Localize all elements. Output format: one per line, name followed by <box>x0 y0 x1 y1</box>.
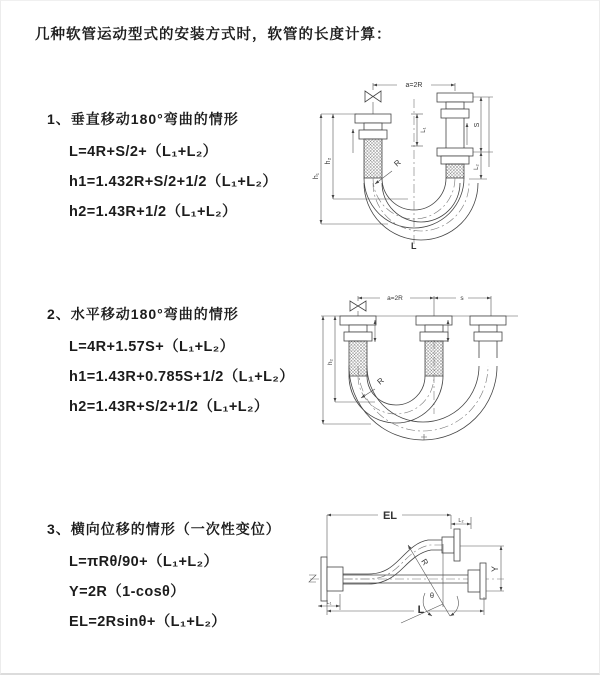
dim-label-el: EL <box>382 510 398 522</box>
section-1-formula-h1: h1=1.432R+S/2+1/2（L₁+L₂） <box>69 174 278 190</box>
section-2-formula-L: L=4R+1.57S+（L₁+L₂） <box>69 339 235 355</box>
dim-l2 <box>451 517 471 529</box>
section-3-formula-Y: Y=2R（1-cosθ） <box>69 584 186 600</box>
left-flange-assembly <box>355 114 391 178</box>
dim-label-l2: L₂ <box>458 518 464 524</box>
break-mark <box>309 575 316 582</box>
valve-icon <box>365 91 381 114</box>
page-title: 几种软管运动型式的安装方式时，软管的长度计算： <box>35 27 392 43</box>
hose-arcs <box>364 178 478 240</box>
dim-label-h2: h₂ <box>325 157 332 165</box>
right-flange-assembly <box>470 316 506 358</box>
center-tick <box>421 434 427 440</box>
dim-width-a2r <box>358 293 491 316</box>
section-1-formula-L: L=4R+S/2+（L₁+L₂） <box>69 144 218 160</box>
diagram-vertical-180-bend <box>313 71 563 256</box>
dim-label-h: h₂ <box>327 358 334 366</box>
dim-label-length: L <box>417 604 425 616</box>
dim-label-h1: h₁ <box>313 172 320 180</box>
diagram-lateral-displacement <box>304 499 596 656</box>
dim-label-r: R <box>419 557 430 567</box>
dim-label-l1: L₁ <box>326 600 332 606</box>
valve-icon <box>350 301 366 316</box>
dim-label-a2r: a=2R <box>405 82 423 89</box>
right-lower-flange <box>437 148 473 178</box>
dim-label-l1: L₁ <box>421 127 427 133</box>
section-3-heading: 3、横向位移的情形（一次性变位） <box>47 521 281 537</box>
dim-l1 <box>411 114 427 146</box>
dim-el <box>327 507 451 557</box>
hose-arcs <box>349 366 497 440</box>
dim-label-l2: L₂ <box>474 164 480 170</box>
right-flange-original <box>468 563 486 599</box>
section-3-formula-EL: EL=2Rsinθ+（L₁+L₂） <box>69 614 227 630</box>
dim-label-r: R <box>392 157 403 169</box>
section-3-formula-L: L=πRθ/90+（L₁+L₂） <box>69 554 219 570</box>
right-upper-flange <box>437 93 473 148</box>
middle-flange-assembly <box>416 316 452 414</box>
dim-label-shift: s <box>460 295 464 302</box>
dim-label-length: L <box>411 241 417 251</box>
diagram-horizontal-180-bend <box>313 284 585 456</box>
dim-label-a2r: a=2R <box>387 295 403 302</box>
dim-s <box>473 97 493 170</box>
dim-label-theta: θ <box>429 591 435 600</box>
upper-flange-displaced <box>442 529 460 561</box>
section-2-formula-h2: h2=1.43R+S/2+1/2（L₁+L₂） <box>69 399 269 415</box>
section-2-heading: 2、水平移动180°弯曲的情形 <box>47 306 239 322</box>
section-1-heading: 1、垂直移动180°弯曲的情形 <box>47 111 239 127</box>
section-1-formula-h2: h2=1.43R+1/2（L₁+L₂） <box>69 204 237 220</box>
section-2-formula-h1: h1=1.43R+0.785S+1/2（L₁+L₂） <box>69 369 295 385</box>
dim-label-r: R <box>375 375 386 387</box>
dim-length <box>327 597 484 616</box>
dim-label-y: Y <box>490 565 500 573</box>
dim-label-s: S <box>474 122 481 128</box>
dim-width-a2r <box>373 79 455 91</box>
